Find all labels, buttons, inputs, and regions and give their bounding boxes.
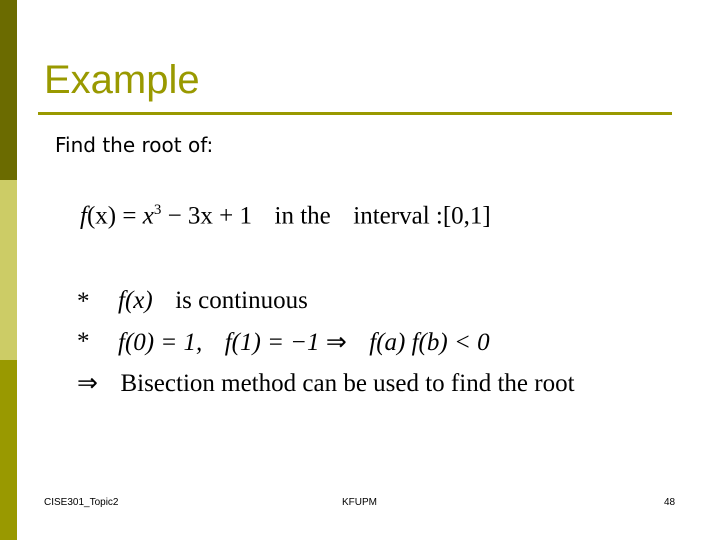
- conclusion-text: Bisection method can be used to find the root: [120, 370, 575, 397]
- eq-in-the: in the: [274, 202, 331, 230]
- bullet-2-part2: f(1) = −1: [224, 329, 320, 356]
- eq-exponent: 3: [153, 202, 162, 218]
- equation-line: [80, 203, 491, 228]
- bullet-2-part1: f(0) = 1,: [118, 329, 203, 356]
- bullet-2-line: [118, 330, 490, 355]
- eq-interval-value: [0,1]: [442, 202, 491, 230]
- bullet-1-text: is continuous: [175, 287, 308, 314]
- eq-rest: − 3x + 1: [167, 202, 253, 230]
- bullet-2-marker: *: [77, 328, 90, 355]
- eq-x: x: [142, 202, 154, 230]
- footer-institution: KFUPM: [342, 497, 377, 508]
- conclusion-line: [77, 371, 575, 396]
- eq-interval-label: interval :: [353, 202, 443, 230]
- slide-subtitle: Find the root of:: [55, 133, 214, 157]
- bullet-1-fx: f(x): [118, 287, 153, 314]
- eq-f: f: [80, 202, 87, 230]
- footer-page-number: 48: [664, 497, 676, 508]
- conclusion-implies: ⇒: [77, 370, 98, 397]
- eq-equals: =: [122, 202, 137, 230]
- bullet-2-part3: f(a) f(b) < 0: [369, 329, 490, 356]
- eq-x-paren: (x): [86, 202, 117, 230]
- side-bar-bottom: [0, 360, 17, 540]
- bullet-1-line: [118, 288, 308, 313]
- bullet-2-implies: ⇒: [325, 329, 347, 356]
- side-bar-middle: [0, 180, 17, 360]
- bullet-1-marker: *: [77, 288, 90, 315]
- side-bar-top: [0, 0, 17, 180]
- footer-course: CISE301_Topic2: [44, 497, 119, 508]
- title-divider: [38, 112, 672, 115]
- slide-title: Example: [44, 58, 200, 102]
